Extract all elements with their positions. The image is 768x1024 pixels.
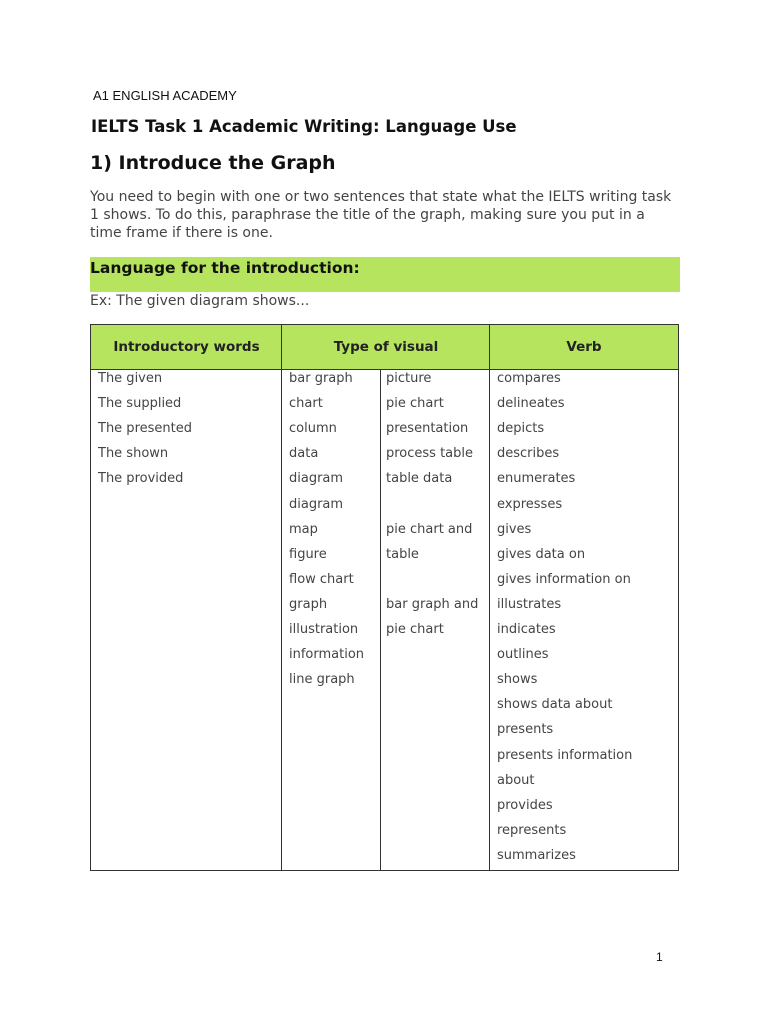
visual-type-cell: column xyxy=(289,421,337,437)
verb-cell: indicates xyxy=(497,622,556,637)
introductory-word-cell: The supplied xyxy=(98,396,182,412)
table-header-row xyxy=(91,325,678,370)
visual-type-cell: table xyxy=(386,546,419,562)
language-banner-text: Language for the introduction: xyxy=(90,259,360,277)
verb-cell: shows xyxy=(497,672,538,688)
verb-cell: outlines xyxy=(497,647,549,663)
visual-type-cell: picture xyxy=(386,371,432,386)
visual-type-cell: pie chart xyxy=(386,622,444,637)
visual-type-cell: map xyxy=(289,521,318,537)
visual-type-cell: presentation xyxy=(386,421,469,437)
visual-type-cell: chart xyxy=(289,396,323,412)
visual-type-cell: data xyxy=(289,446,319,462)
academy-name: A1 ENGLISH ACADEMY xyxy=(93,88,237,103)
verb-cell: gives xyxy=(497,521,532,537)
verb-cell: gives data on xyxy=(497,546,586,562)
column-divider xyxy=(281,325,282,870)
verb-cell: enumerates xyxy=(497,471,576,487)
header-verb: Verb xyxy=(566,339,602,355)
visual-type-cell: line graph xyxy=(289,672,355,688)
verb-cell: represents xyxy=(497,822,567,838)
visual-type-cell: pie chart and xyxy=(386,521,473,537)
visual-type-cell: process table xyxy=(386,446,474,462)
verb-cell: about xyxy=(497,772,535,788)
column-divider xyxy=(489,325,490,870)
verb-cell: delineates xyxy=(497,396,565,412)
verb-cell: describes xyxy=(497,446,560,462)
visual-type-cell: illustration xyxy=(289,622,359,637)
visual-type-cell: flow chart xyxy=(289,571,354,587)
example-sentence: Ex: The given diagram shows... xyxy=(90,293,310,309)
subcolumn-divider xyxy=(380,370,381,870)
visual-type-cell: pie chart xyxy=(386,396,444,412)
vocabulary-table xyxy=(90,324,679,871)
verb-cell: illustrates xyxy=(497,596,562,612)
language-banner xyxy=(90,257,680,292)
visual-type-cell: bar graph xyxy=(289,371,353,386)
introductory-word-cell: The given xyxy=(98,371,163,386)
verb-cell: gives information on xyxy=(497,571,631,587)
verb-cell: shows data about xyxy=(497,697,613,713)
section-heading: 1) Introduce the Graph xyxy=(90,152,336,174)
verb-cell: summarizes xyxy=(497,847,576,863)
visual-type-cell: bar graph and xyxy=(386,596,479,612)
introductory-word-cell: The provided xyxy=(98,471,184,487)
page-number: 1 xyxy=(656,950,663,964)
introductory-word-cell: The shown xyxy=(98,446,169,462)
introductory-word-cell: The presented xyxy=(98,421,192,437)
document-title: IELTS Task 1 Academic Writing: Language Use xyxy=(91,117,517,136)
verb-cell: expresses xyxy=(497,496,563,512)
verb-cell: provides xyxy=(497,797,553,813)
verb-cell: presents xyxy=(497,722,554,738)
intro-paragraph: You need to begin with one or two sentences that state what the IELTS writing task 1 shows. To do this, paraphrase the title of the graph, making sure you put in a time frame if there is one. xyxy=(90,189,672,241)
verb-cell: depicts xyxy=(497,421,545,437)
header-type-of-visual: Type of visual xyxy=(333,339,439,355)
visual-type-cell: diagram xyxy=(289,471,344,487)
header-introductory-words: Introductory words xyxy=(113,339,260,355)
verb-cell: presents information xyxy=(497,747,633,763)
visual-type-cell: information xyxy=(289,647,365,663)
visual-type-cell: figure xyxy=(289,546,327,562)
verb-cell: compares xyxy=(497,371,561,386)
visual-type-cell: diagram xyxy=(289,496,344,512)
visual-type-cell: graph xyxy=(289,596,328,612)
visual-type-cell: table data xyxy=(386,471,453,487)
